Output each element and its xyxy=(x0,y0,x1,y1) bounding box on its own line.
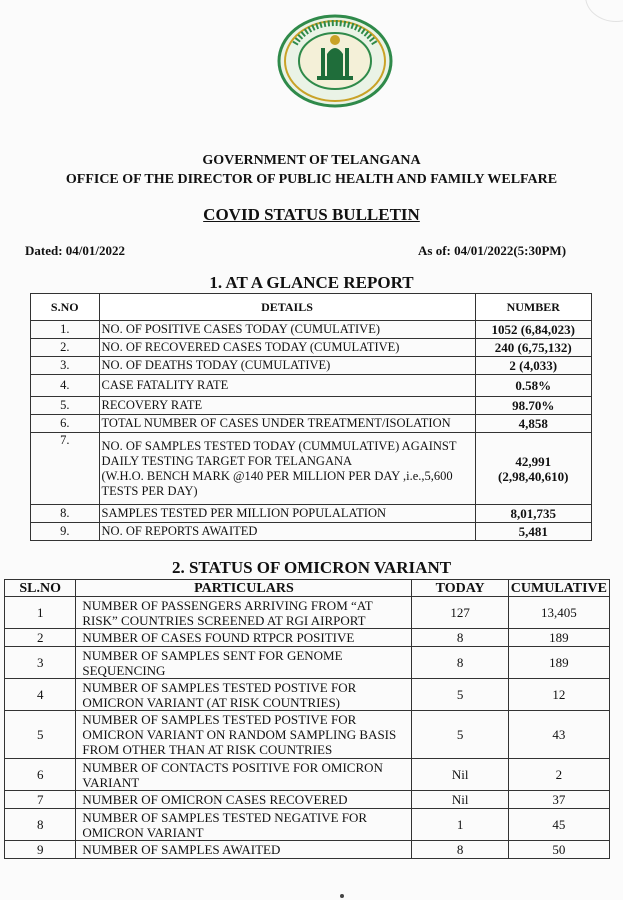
table-row: 1. NO. OF POSITIVE CASES TODAY (CUMULATIVE) 1052 (6,84,023) xyxy=(31,321,592,339)
office-title: OFFICE OF THE DIRECTOR OF PUBLIC HEALTH AND FAMILY WELFARE xyxy=(65,172,558,187)
telangana-seal-logo xyxy=(277,14,393,108)
table-row: 9 NUMBER OF SAMPLES AWAITED 8 50 xyxy=(5,841,610,859)
row7-cumulative: (2,98,40,610) xyxy=(498,468,569,484)
table-row: 9. NO. OF REPORTS AWAITED 5,481 xyxy=(31,523,592,541)
omicron-status-table xyxy=(4,579,610,859)
col-slno: SL.NO xyxy=(5,580,76,597)
col-details: DETAILS xyxy=(99,294,475,321)
table-row: 3. NO. OF DEATHS TODAY (CUMULATIVE) 2 (4,033) xyxy=(31,357,592,375)
table-row: 7. NO. OF SAMPLES TESTED TODAY (CUMMULATIVE) AGAINST DAILY TESTING TARGET FOR TELANGANA (W.H.O. BENCH MARK @140 PER MILLION PER DAY ,i.e.,5,600 TESTS PER DAY) 42,991 (2,98,40,610) xyxy=(31,433,592,505)
col-cumulative: CUMULATIVE xyxy=(508,580,609,597)
table-row: 5. RECOVERY RATE 98.70% xyxy=(31,397,592,415)
table-row: 8 NUMBER OF SAMPLES TESTED NEGATIVE FOR OMICRON VARIANT 1 45 xyxy=(5,809,610,841)
row7-number: 42,991 xyxy=(515,453,552,469)
col-particulars: PARTICULARS xyxy=(76,580,412,597)
table-row: 2 NUMBER OF CASES FOUND RTPCR POSITIVE 8 189 xyxy=(5,629,610,647)
page-number-mark xyxy=(340,894,344,898)
table-row: 4 NUMBER OF SAMPLES TESTED POSTIVE FOR OMICRON VARIANT (AT RISK COUNTRIES) 5 12 xyxy=(5,679,610,711)
col-sno: S.NO xyxy=(31,294,100,321)
table-row: 6 NUMBER OF CONTACTS POSITIVE FOR OMICRON VARIANT Nil 2 xyxy=(5,759,610,791)
row7-note: (W.H.O. BENCH MARK @140 PER MILLION PER DAY ,i.e.,5,600 TESTS PER DAY) xyxy=(101,468,453,498)
section1-title: 1. AT A GLANCE REPORT xyxy=(209,273,414,292)
col-today: TODAY xyxy=(412,580,508,597)
table-row: 3 NUMBER OF SAMPLES SENT FOR GENOME SEQUENCING 8 189 xyxy=(5,647,610,679)
table-row: 2. NO. OF RECOVERED CASES TODAY (CUMULATIVE) 240 (6,75,132) xyxy=(31,339,592,357)
as-of-label: As of: 04/01/2022(5:30PM) xyxy=(418,243,567,258)
table-row: 5 NUMBER OF SAMPLES TESTED POSTIVE FOR OMICRON VARIANT ON RANDOM SAMPLING BASIS FROM OTHER THAN AT RISK COUNTRIES 5 43 xyxy=(5,711,610,759)
table-row: 6. TOTAL NUMBER OF CASES UNDER TREATMENT/ISOLATION 4,858 xyxy=(31,415,592,433)
at-a-glance-table xyxy=(30,293,592,541)
dated-label: Dated: 04/01/2022 xyxy=(25,243,126,258)
section2-title: 2. STATUS OF OMICRON VARIANT xyxy=(171,558,452,577)
bulletin-title: COVID STATUS BULLETIN xyxy=(203,205,420,224)
government-title: GOVERNMENT OF TELANGANA xyxy=(202,153,421,168)
col-number: NUMBER xyxy=(475,294,591,321)
table-row: 4. CASE FATALITY RATE 0.58% xyxy=(31,375,592,397)
table-row: 8. SAMPLES TESTED PER MILLION POPULALATION 8,01,735 xyxy=(31,505,592,523)
table-row: 1 NUMBER OF PASSENGERS ARRIVING FROM “AT RISK” COUNTRIES SCREENED AT RGI AIRPORT 127 13,405 xyxy=(5,597,610,629)
corner-decoration xyxy=(585,0,623,22)
table-row: 7 NUMBER OF OMICRON CASES RECOVERED Nil 37 xyxy=(5,791,610,809)
row7-details: NO. OF SAMPLES TESTED TODAY (CUMMULATIVE) AGAINST DAILY TESTING TARGET FOR TELANGANA xyxy=(101,438,457,468)
